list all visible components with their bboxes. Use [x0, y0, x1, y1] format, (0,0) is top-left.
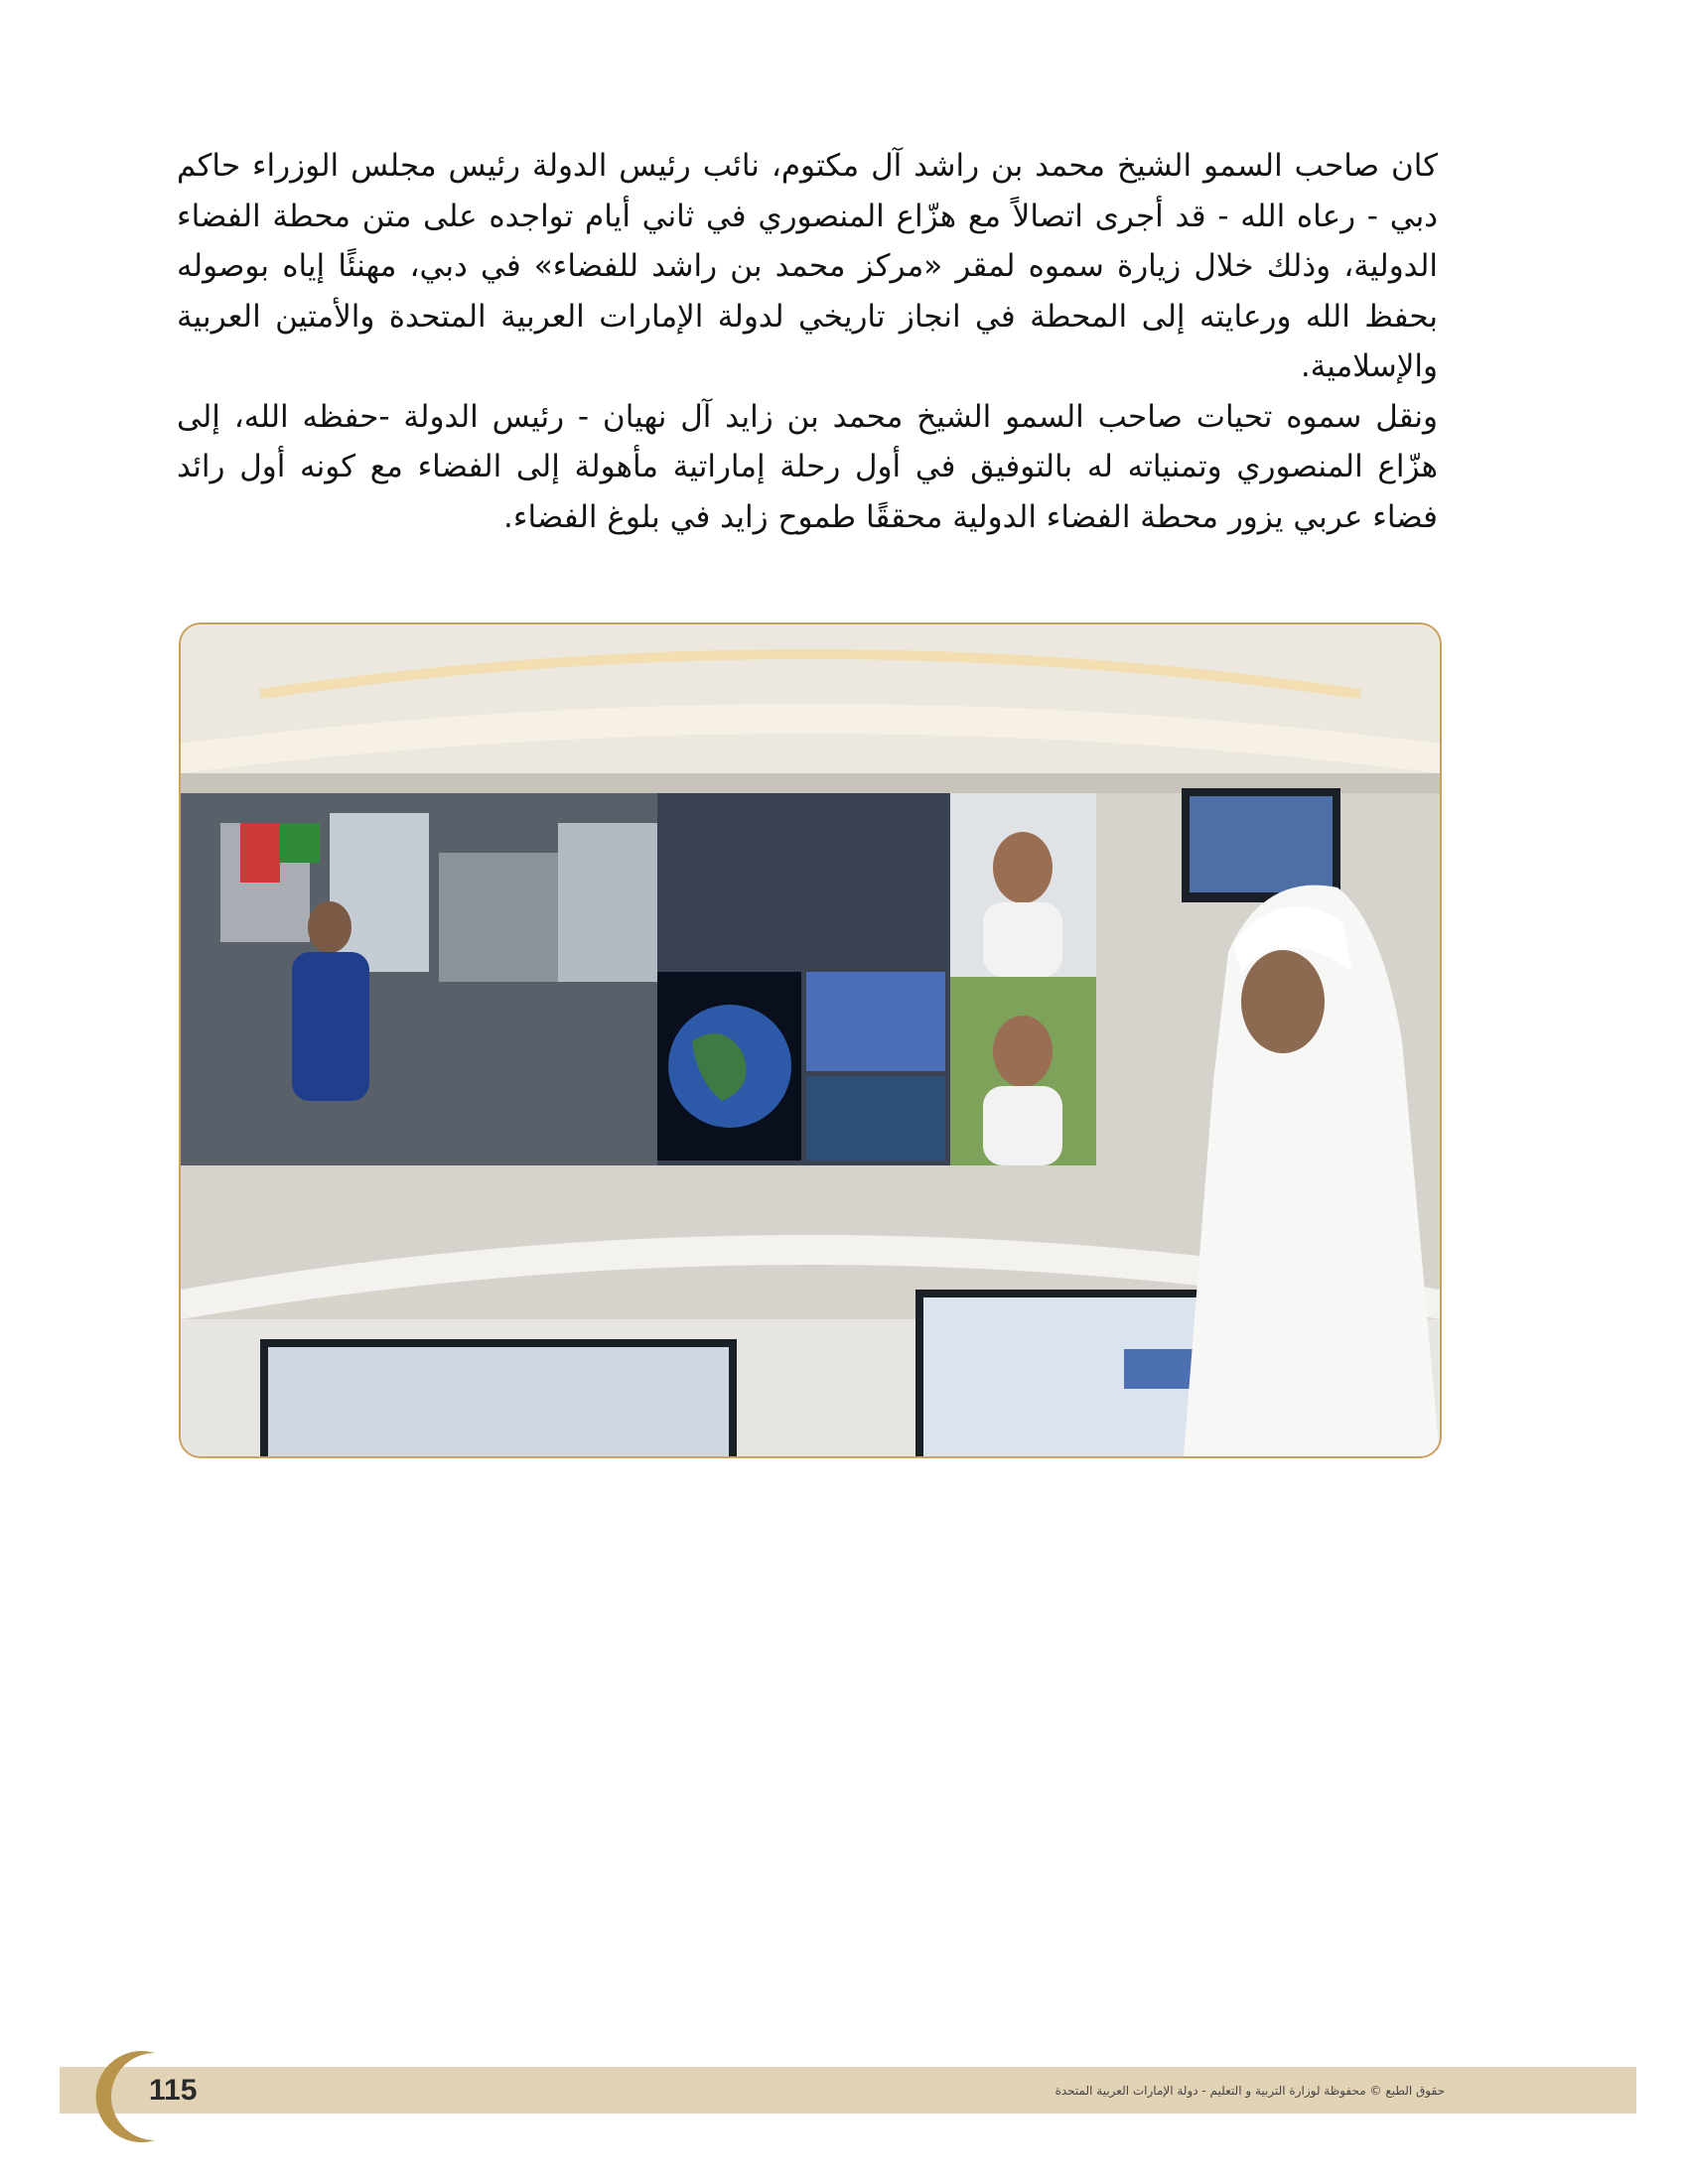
- photo-illustration: [181, 624, 1440, 1456]
- paragraph-2: ونقل سموه تحيات صاحب السمو الشيخ محمد بن زايد آل نهيان - رئيس الدولة -حفظه الله، إلى هزّاع المنصوري وتمنياته له بالتوفيق في أول رحلة إماراتية مأهولة إلى الفضاء مع كونه أول رائد فضاء عربي يزور محطة الفضاء الدولية محققًا طموح زايد في بلوغ الفضاء.: [177, 398, 1438, 535]
- control-room-photo: [179, 622, 1442, 1458]
- body-text: [177, 141, 1438, 542]
- copyright-caption: حقوق الطبع © محفوظة لوزارة التربية و التعليم - دولة الإمارات العربية المتحدة: [1055, 2084, 1445, 2098]
- page-number: 115: [149, 2074, 198, 2107]
- paragraph-1: كان صاحب السمو الشيخ محمد بن راشد آل مكتوم، نائب رئيس الدولة رئيس مجلس الوزراء حاكم دبي - رعاه الله - قد أجرى اتصالاً مع هزّاع المنصوري في ثاني أيام تواجده على متن محطة الفضاء الدولية، وذلك خلال زيارة سموه لمقر «مركز محمد بن راشد للفضاء» في دبي، مهنئًا إياه بوصوله بحفظ الله ورعايته إلى المحطة في انجاز تاريخي لدولة الإمارات العربية المتحدة والأمتين العربية والإسلامية.: [177, 148, 1438, 384]
